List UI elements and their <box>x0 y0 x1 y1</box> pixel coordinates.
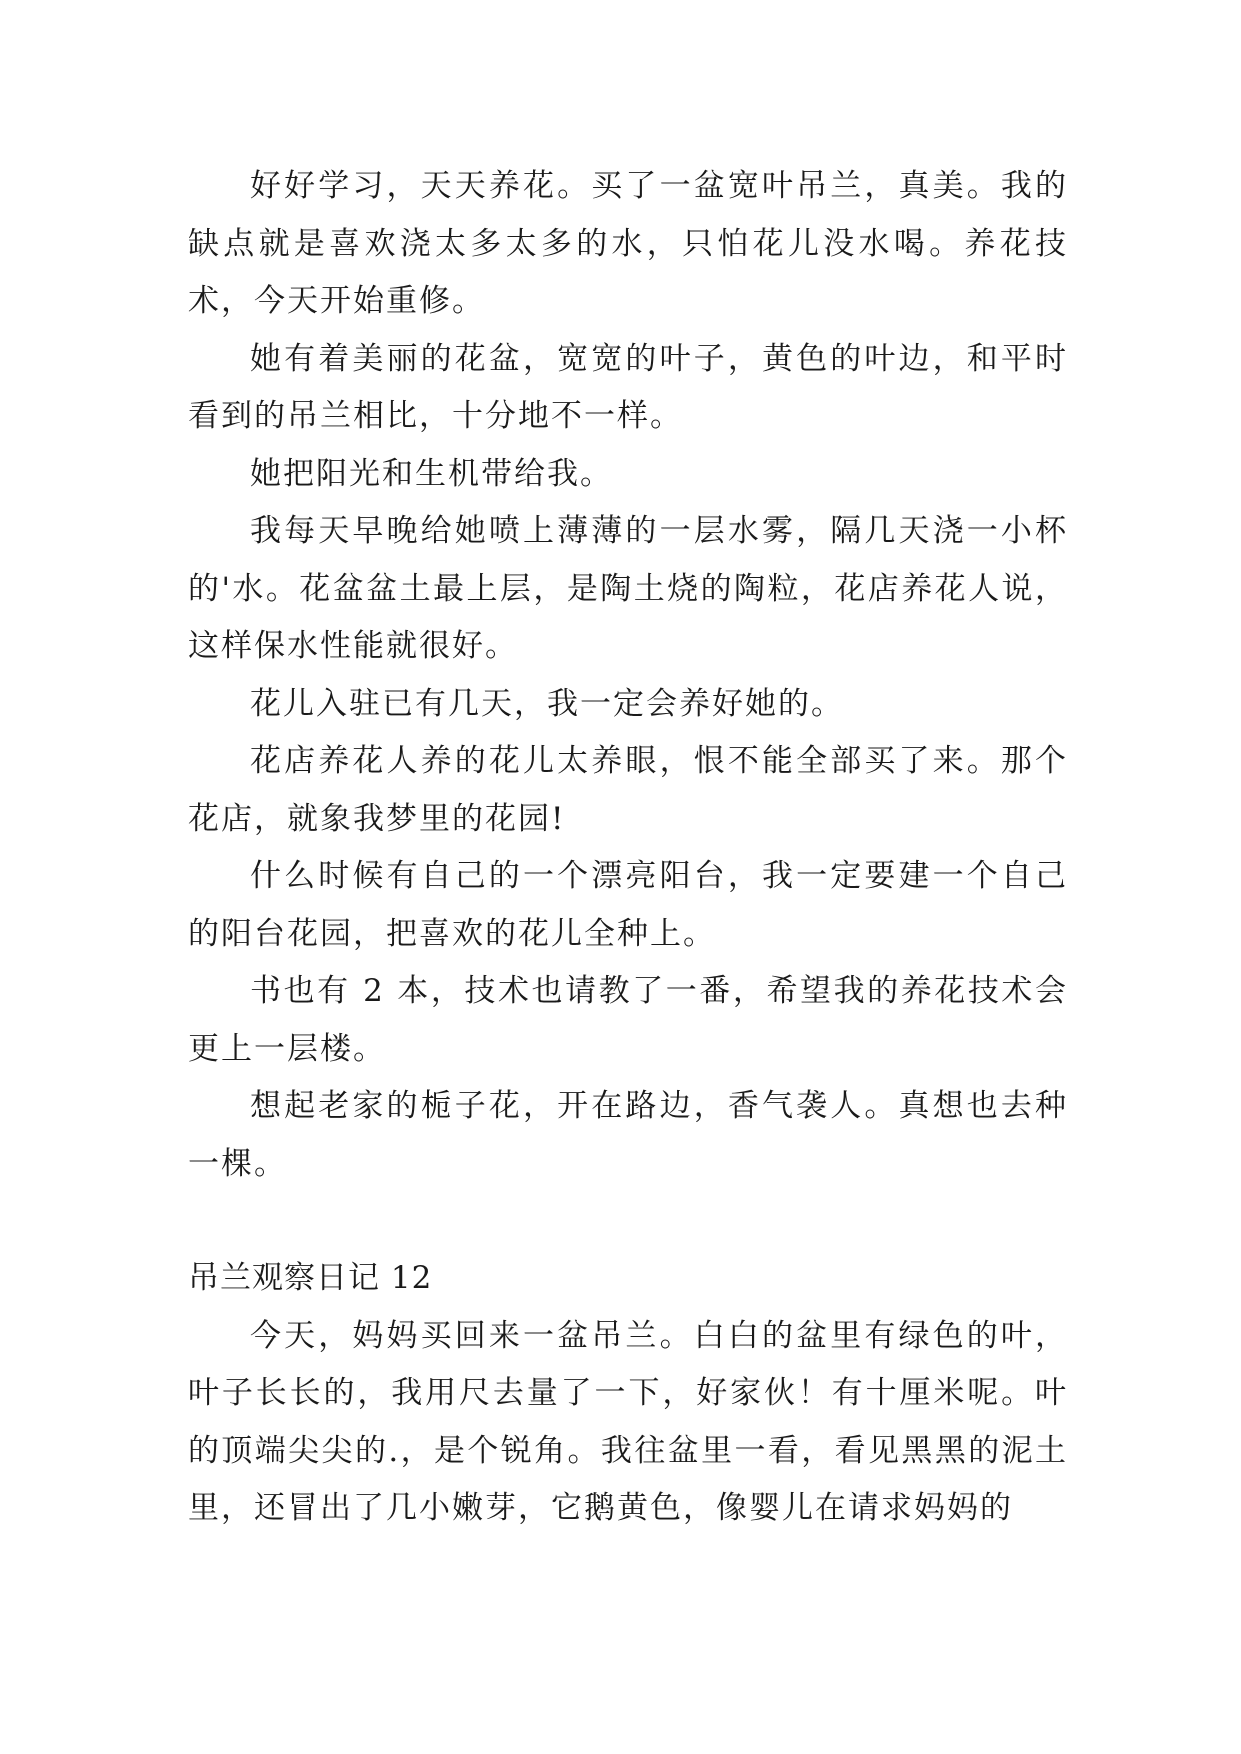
paragraph: 什么时候有自己的一个漂亮阳台，我一定要建一个自己的阳台花园，把喜欢的花儿全种上。 <box>188 858 1068 952</box>
section-title: 吊兰观察日记 12 <box>188 1260 433 1296</box>
paragraph: 今天，妈妈买回来一盆吊兰。白白的盆里有绿色的叶，叶子长长的，我用尺去量了一下，好家伙！有十厘米呢。叶的顶端尖尖的.，是个锐角。我往盆里一看，看见黑黑的泥土里，还冒出了几小嫩芽，它鹅黄色，像婴儿在请求妈妈的 <box>188 1317 1068 1526</box>
paragraph: 她把阳光和生机带给我。 <box>250 455 613 492</box>
paragraph: 想起老家的栀子花，开在路边，香气袭人。真想也去种一棵。 <box>188 1088 1068 1182</box>
paragraph: 花店养花人养的花儿太养眼，恨不能全部买了来。那个花店，就象我梦里的花园! <box>188 743 1068 837</box>
paragraph: 我每天早晚给她喷上薄薄的一层水雾，隔几天浇一小杯的'水。花盆盆土最上层，是陶土烧的陶粒，花店养花人说，这样保水性能就很好。 <box>188 513 1068 664</box>
paragraph: 好好学习，天天养花。买了一盆宽叶吊兰，真美。我的缺点就是喜欢浇太多太多的水，只怕花儿没水喝。养花技术，今天开始重修。 <box>188 168 1068 319</box>
paragraph: 花儿入驻已有几天，我一定会养好她的。 <box>250 685 844 722</box>
paragraph: 她有着美丽的花盆，宽宽的叶子，黄色的叶边，和平时看到的吊兰相比，十分地不一样。 <box>188 340 1068 434</box>
document-body <box>188 158 1068 1538</box>
paragraph: 书也有 2 本，技术也请教了一番，希望我的养花技术会更上一层楼。 <box>188 973 1068 1067</box>
